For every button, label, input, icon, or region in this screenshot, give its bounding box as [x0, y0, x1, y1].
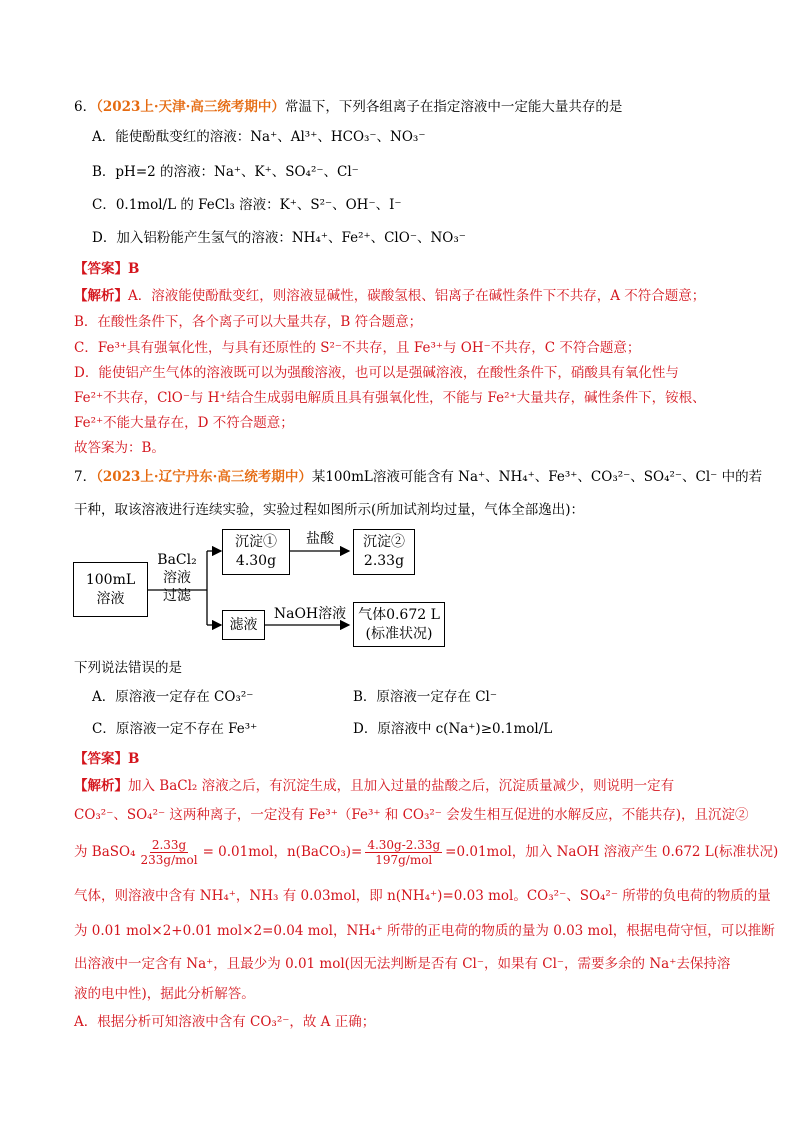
q7-stem: 某100mL溶液可能含有 Na⁺、NH₄⁺、Fe³⁺、CO₃²⁻、SO₄²⁻、Cl⁻ 中的若	[311, 469, 763, 485]
q7-analysis-line-5: 为 0.01 mol×2+0.01 mol×2=0.04 mol，NH₄⁺ 所带的正电荷的物质的量为 0.03 mol，根据电荷守恒，可以推断	[74, 923, 775, 939]
q7-question: 下列说法错误的是	[74, 660, 182, 676]
q7-answer-value: B	[128, 751, 140, 767]
q6-option-d: D．加入铝粉能产生氢气的溶液：NH₄⁺、Fe²⁺、ClO⁻、NO₃⁻	[92, 230, 466, 246]
q7-answer-label: 【答案】	[74, 751, 128, 767]
q7-stem-line-2: 干种，取该溶液进行连续实验，实验过程如图所示(所加试剂均过量，气体全部逸出)：	[74, 502, 585, 518]
q7-option-a: A．原溶液一定存在 CO₃²⁻	[92, 689, 254, 705]
flow-precipitate2-box: 沉淀② 2.33g	[353, 529, 415, 575]
q6-analysis-line-4: D．能使铝产生气体的溶液既可以为强酸溶液，也可以是强碱溶液，在酸性条件下，硝酸具有氧化性与	[74, 365, 679, 381]
q7-analysis-label: 【解析】	[74, 778, 128, 794]
q7-number: 7．	[74, 469, 97, 485]
q6-source: （2023上·天津·高三统考期中）	[96, 99, 285, 115]
q7-source: （2023上·辽宁丹东·高三统考期中）	[96, 469, 312, 485]
q6-stem: 常温下，下列各组离子在指定溶液中一定能大量共存的是	[284, 99, 623, 115]
q7-analysis-line-1: 【解析】加入 BaCl₂ 溶液之后，有沉淀生成，且加入过量的盐酸之后，沉淀质量减少，则说明一定有	[74, 778, 675, 794]
q6-analysis-label: 【解析】	[74, 288, 128, 304]
q6-answer-label: 【答案】	[74, 261, 128, 277]
q6-analysis-line-5: Fe²⁺不共存，ClO⁻与 H⁺结合生成弱电解质且具有强氧化性，不能与 Fe²⁺大量共存，碱性条件下，铵根、	[74, 390, 706, 406]
fraction-baco3: $\frac{4.30g-2.33g}{\text{197g/mol}}$	[367, 838, 441, 867]
flow-reagent1: BaCl₂ 溶液 过滤	[157, 552, 197, 604]
q7-analysis-line-3: 为 BaSO₄ $\frac{2.33g}{\text{233g/mol}}$ = 0.01mol，n(BaCO₃)= $\frac{4.30g-2.33g}{\text{197g/mol}}$ =0.01mol，加入 NaOH 溶液产生 0.672 L(标准状况)	[74, 838, 779, 867]
q6-analysis-line-1: 【解析】A．溶液能使酚酞变红，则溶液显碱性，碳酸氢根、铝离子在碱性条件下不共存，A 不符合题意；	[74, 288, 706, 304]
q6-option-c: C．0.1mol/L 的 FeCl₃ 溶液：K⁺、S²⁻、OH⁻、I⁻	[92, 197, 402, 213]
q7-analysis-line-7: 液的电中性)，据此分析解答。	[74, 986, 255, 1002]
flow-reagent3: NaOH溶液	[273, 606, 347, 622]
q7-option-c: C．原溶液一定不存在 Fe³⁺	[92, 721, 258, 737]
q6-analysis-line-7: 故答案为：B。	[74, 440, 165, 456]
q7-analysis-line-4: 气体，则溶液中含有 NH₄⁺，NH₃ 有 0.03mol，即 n(NH₄⁺)=0.03 mol。CO₃²⁻、SO₄²⁻ 所带的负电荷的物质的量	[74, 888, 771, 904]
q7-option-b: B．原溶液一定存在 Cl⁻	[353, 689, 497, 705]
flow-precipitate1-box: 沉淀① 4.30g	[222, 529, 290, 575]
q7-analysis-line-6: 出溶液中一定含有 Na⁺，且最少为 0.01 mol(因无法判断是否有 Cl⁻，如果有 Cl⁻，需要多余的 Na⁺去保持溶	[74, 956, 731, 972]
flow-start-box: 100mL 溶液	[73, 562, 148, 617]
q7-option-d: D．原溶液中 c(Na⁺)≥0.1mol/L	[353, 721, 553, 737]
q6-analysis-line-3: C．Fe³⁺具有强氧化性，与具有还原性的 S²⁻不共存，且 Fe³⁺与 OH⁻不共存，C 不符合题意；	[74, 340, 641, 356]
q7-analysis-line-8: A．根据分析可知溶液中含有 CO₃²⁻，故 A 正确；	[74, 1014, 376, 1030]
q7-analysis-line-2: CO₃²⁻、SO₄²⁻ 这两种离子，一定没有 Fe³⁺（Fe³⁺ 和 CO₃²⁻ 会发生相互促进的水解反应，不能共存)，且沉淀②	[74, 807, 749, 823]
fraction-baso4: $\frac{2.33g}{\text{233g/mol}}$	[140, 838, 198, 867]
flow-filtrate-box: 滤液	[222, 610, 265, 640]
flow-gas-box: 气体0.672 L (标准状况)	[353, 602, 445, 647]
q6-option-b: B．pH=2 的溶液：Na⁺、K⁺、SO₄²⁻、Cl⁻	[92, 164, 359, 180]
q6-option-a: A．能使酚酞变红的溶液：Na⁺、Al³⁺、HCO₃⁻、NO₃⁻	[92, 129, 426, 145]
q6-analysis-line-2: B．在酸性条件下，各个离子可以大量共存，B 符合题意；	[74, 314, 423, 330]
q6-analysis-line-6: Fe²⁺不能大量存在，D 不符合题意；	[74, 415, 294, 431]
q6-answer-value: B	[128, 261, 140, 277]
q6-number: 6．	[74, 99, 97, 115]
q7-answer	[74, 750, 139, 768]
flow-reagent2: 盐酸	[306, 531, 334, 547]
